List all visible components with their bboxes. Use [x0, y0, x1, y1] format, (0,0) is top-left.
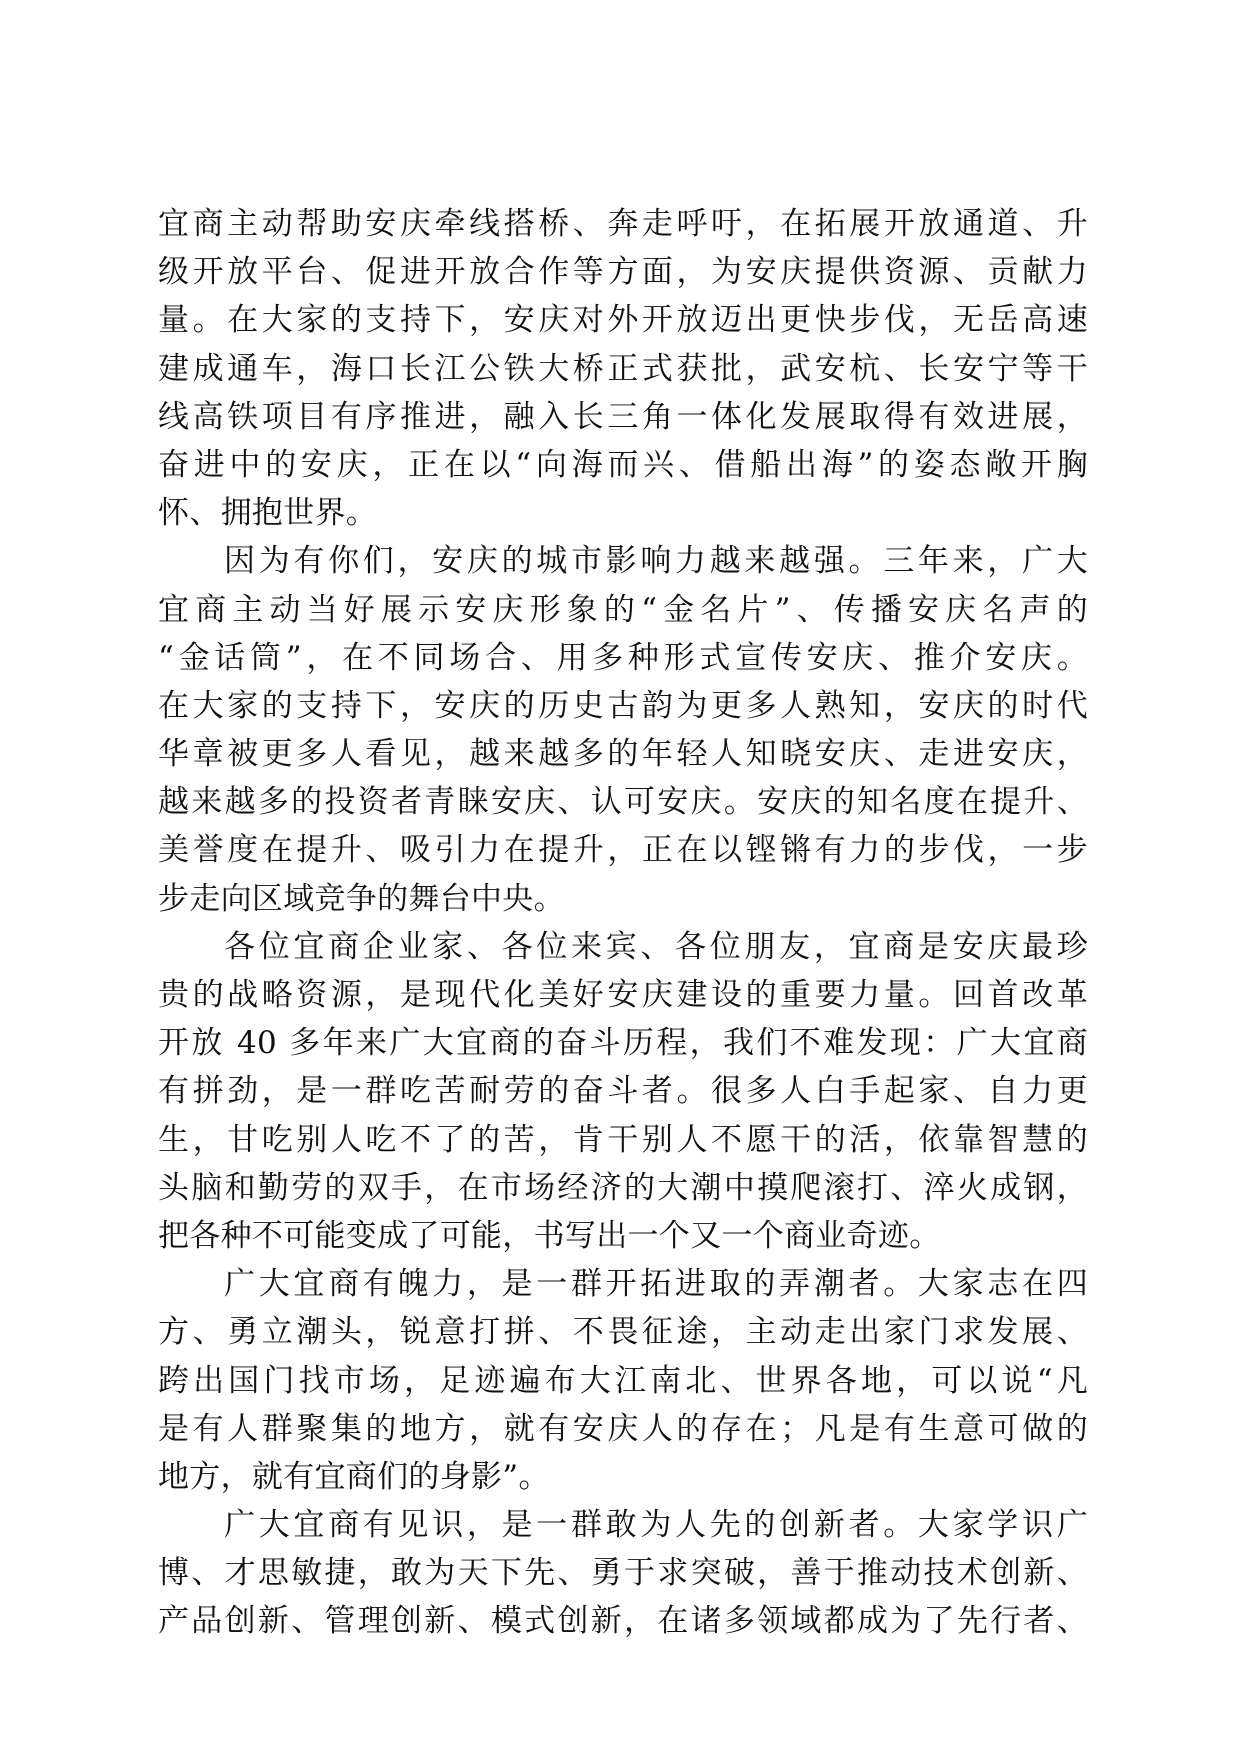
text-line: 宜商主动当好展示安庆形象的“金名片”、传播安庆名声的	[158, 591, 1088, 628]
text-line: 有拼劲，是一群吃苦耐劳的奋斗者。很多人白手起家、自力更	[158, 1073, 1088, 1110]
text-line: 美誉度在提升、吸引力在提升，正在以铿锵有力的步伐，一步	[158, 832, 1088, 869]
text-line: 级开放平台、促进开放合作等方面，为安庆提供资源、贡献力	[158, 254, 1088, 291]
text-line: 越来越多的投资者青睐安庆、认可安庆。安庆的知名度在提升、	[158, 784, 1088, 821]
paragraph-first-line: 广大宜商有见识，是一群敢为人先的创新者。大家学识广	[224, 1507, 1088, 1544]
text-line: 开放 40 多年来广大宜商的奋斗历程，我们不难发现：广大宜商	[158, 1025, 1088, 1062]
text-line: 华章被更多人看见，越来越多的年轻人知晓安庆、走进安庆，	[158, 736, 1088, 773]
text-line: 生，甘吃别人吃不了的苦，肯干别人不愿干的活，依靠智慧的	[158, 1121, 1088, 1158]
text-line: 产品创新、管理创新、模式创新，在诸多领域都成为了先行者、	[158, 1603, 1088, 1640]
text-line: 博、才思敏捷，敢为天下先、勇于求突破，善于推动技术创新、	[158, 1555, 1088, 1592]
text-line: 在大家的支持下，安庆的历史古韵为更多人熟知，安庆的时代	[158, 687, 1088, 724]
paragraph-first-line: 各位宜商企业家、各位来宾、各位朋友，宜商是安庆最珍	[224, 928, 1088, 965]
text-line: 把各种不可能变成了可能，书写出一个又一个商业奇迹。	[158, 1217, 941, 1254]
paragraph-first-line: 因为有你们，安庆的城市影响力越来越强。三年来，广大	[224, 543, 1088, 580]
text-line: 宜商主动帮助安庆牵线搭桥、奔走呼吁，在拓展开放通道、升	[158, 206, 1088, 242]
text-line: 步走向区域竞争的舞台中央。	[158, 880, 565, 917]
text-line: “金话筒”，在不同场合、用多种形式宣传安庆、推介安庆。	[158, 639, 1088, 676]
text-line: 奋进中的安庆，正在以“向海而兴、借船出海”的姿态敞开胸	[158, 446, 1088, 483]
text-line: 建成通车，海口长江公铁大桥正式获批，武安杭、长安宁等干	[158, 350, 1088, 387]
text-line: 头脑和勤劳的双手，在市场经济的大潮中摸爬滚打、淬火成钢，	[158, 1169, 1088, 1206]
text-line: 是有人群聚集的地方，就有安庆人的存在；凡是有生意可做的	[158, 1410, 1088, 1447]
text-line: 怀、拥抱世界。	[158, 495, 378, 532]
paragraph-first-line: 广大宜商有魄力，是一群开拓进取的弄潮者。大家志在四	[224, 1266, 1088, 1303]
text-line: 地方，就有宜商们的身影”。	[158, 1458, 550, 1495]
body-text	[158, 200, 1088, 1646]
text-line: 方、勇立潮头，锐意打拼、不畏征途，主动走出家门求发展、	[158, 1314, 1088, 1351]
text-line: 线高铁项目有序推进，融入长三角一体化发展取得有效进展，	[158, 398, 1088, 435]
text-line: 量。在大家的支持下，安庆对外开放迈出更快步伐，无岳高速	[158, 302, 1088, 339]
text-line: 跨出国门找市场，足迹遍布大江南北、世界各地，可以说“凡	[158, 1362, 1088, 1399]
text-line: 贵的战略资源，是现代化美好安庆建设的重要力量。回首改革	[158, 977, 1088, 1013]
